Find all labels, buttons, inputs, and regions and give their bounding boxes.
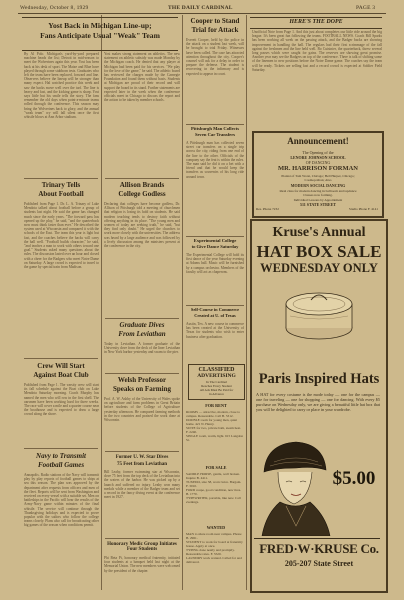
ann-studio-phone: Studio Phone F. 4141 xyxy=(348,207,378,211)
hat-box-illustration xyxy=(280,286,358,346)
headline-navy-2: Football Games xyxy=(37,461,85,469)
store-name: FRED·W·KRUSE Co. xyxy=(259,541,379,556)
headline-cooper-2: Trial for Attack xyxy=(191,26,239,34)
separator xyxy=(105,451,179,452)
article-text: Today in Leviathan. A former graduate of the University dove from the deck of the liner Leviathan in New York harbor yesterday and swam to the pier. xyxy=(104,342,180,355)
headline-trinary-2: About Football xyxy=(38,190,84,198)
article-text: Published from Page 1. Dr. L. A. Trinary of Lake Mendota talked about football before a group of students last night. He said the game has changed much since the early years. "The forward pass has opened up the play," he said, "and the quarterback now must think faster than ever." He described the system used at Wisconsin and compared it with the schools of the East. The team this year is light but fast, and the coaches believe the backs will carry the ball well. "Football builds character," he said, "and teaches a man to work with others toward one goal." Students asked many questions about the rules. The discussion lasted over an hour and closed with a cheer for the Badgers who meet Notre Dame on Saturday. A large crowd is expected to travel to the game by special train from Madison. xyxy=(24,202,99,270)
dope-column-text: Unofficial Note from Page 1. And this just about completes our little ride around the big league. It's been great fun following the teams. FOOTBALL NEWS. Coach Bill Sparks has been working all week on the passing attack, and the Badger backs are showing improvement in handling the ball. The regulars had their first scrimmage of the fall against the freshmen and the line held well. Bo Cuisinier, the quarterback, threw several long passes which were caught for gains. The reserves are showing great promise. Another year may see the Badgers on top of the conference. There is talk of shifting some of the linemen to new positions before the Notre Dame game. The coaches say the team will be ready. Tickets are selling fast and a record crowd is expected at Soldier Field Saturday. xyxy=(252,30,382,72)
paris-title: Paris Inspired Hats xyxy=(258,371,380,387)
separator xyxy=(105,178,179,179)
ann-line-8: Ideal class for modern dancing in ballroom and tapdance xyxy=(279,189,357,193)
ann-line-3: OF DANCING xyxy=(305,160,331,165)
issue-date: Wednesday, October 8, 1929 xyxy=(20,5,89,11)
headline-experimental: Experimental College xyxy=(193,238,237,243)
woman-hat-illustration xyxy=(256,436,336,536)
headline-navy: Navy to Transmit xyxy=(36,452,86,460)
headline-experimental-2: to Give Dance Saturday xyxy=(191,244,239,249)
ann-line-7: MODERN SOCIAL DANCING xyxy=(290,183,346,188)
classified-listings: MAN to share room near campus. Phone B. 2961. STUDENT to work for board at fraternity house. Apply at once. TYPING done neatly and promptly. Reasonable rates. F. 5520. LAUNDRY work wanted. Called for and delivered. xyxy=(186,532,243,564)
classified-listings: ROOMS — attractive, modern, close to campus. Reasonable. Call B. 5312. DOUBLE room for young men, quiet home. 421 N. Henry. SUITE for two, private bath, steam heat. F. 2240. SINGLE room, warm, light. 615 Langdon St. xyxy=(186,410,244,442)
separator xyxy=(186,236,244,237)
article-text: Bill Leahy, former swimming star at Wisconsin, dove 75 feet from the top deck of the Leviathan into the waters of the harbor. He was picked up by a launch and suffered no injury. Leahy won many medals while a member of the Badger team and set a record in the fancy diving event at the conference meet in 1927. xyxy=(104,470,180,500)
article-text: A Pittsburgh man has collected seven street car transfers on a single trip across the city, riding from one end of the line to the other. Officials of the company say the feat is within the rules. The man said he did it on a bet with a friend and that he would keep the transfers as souvenirs of his long ride around town. xyxy=(186,141,244,179)
separator xyxy=(105,318,179,319)
paris-body: A HAT for every costume is the mode today — one for the campus — one for traveling — one for shopping — one for dancing. With every $5 purchase on Wednesday only, we are giving a beautiful little hat box that you will be delighted to carry or place in your wardrobe. xyxy=(256,392,380,412)
kruse-line-2: HAT BOX SALE xyxy=(256,242,382,261)
headline-crew: Crew Will Start xyxy=(37,362,85,370)
classified-info-1: In The Cardinal xyxy=(206,380,227,384)
headline-crew-2: Against Boat Club xyxy=(33,371,89,379)
header-rule xyxy=(18,13,386,14)
article-text: Annapolis. Radio stations of the Navy will transmit play by play reports of football games to ships at sea this season. The plan was approved by the department after requests from officers and men of the fleet. Reports will be sent from Washington and received on every vessel with a suitable set. Men on battleships in the Pacific will hear the results of the Army-Navy game within minutes of the final whistle. The service will continue through the Thanksgiving holidays and is expected to prove popular with the sailors who follow the college teams closely. Plans also call for broadcasting other big games of the season when conditions permit. xyxy=(24,473,99,528)
ann-line-4: MR. HARRISON FORMAN xyxy=(278,165,358,172)
ann-line-9: Classes now forming. xyxy=(303,193,333,197)
article-text: Everett Cooper, held by the police in the attack on a student last week, will be brought to trial Friday. Witnesses have been called. The case has attracted attention throughout the city. Cooper's counsel will ask for a delay in order to prepare the defense. The student is recovering in the infirmary and is expected to appear in court. xyxy=(186,38,244,76)
article-text: The Experimental College will hold its first dance of the year Saturday evening at Adams hall. Music will be furnished by a campus orchestra. Members of the faculty will act as chaperons. xyxy=(186,253,244,274)
ann-line-6: Cosmopolitan; Also xyxy=(304,178,332,182)
ann-line-10: Individual Lessons by Appointment xyxy=(293,198,343,202)
headline-welsh-2: Speaks on Farming xyxy=(113,385,171,393)
headline-allison: Allison Brands xyxy=(119,181,165,189)
for-rent-heading: FOR RENT xyxy=(205,403,227,408)
headline-former-star: Former U. W. Star Dives xyxy=(115,455,169,460)
article-text: Published from Page 1. The varsity crew will start its fall schedule against the Boat club on Lake Mendota Saturday morning. Coach Murphy has named the men who will row in the first shell. The oarsmen have been working hard for three weeks. The race will cover a mile and a quarter course near the boathouse and is expected to draw a large crowd along the shore. xyxy=(24,383,99,417)
ann-line-1: The Opening of the xyxy=(302,150,334,155)
dope-title: HERE'S THE DOPE xyxy=(289,19,343,25)
ann-res-phone: Res. Phone 7232 xyxy=(256,207,279,211)
headline-pittsburgh-2: Seven Car Transfers xyxy=(194,132,236,137)
column-divider xyxy=(182,15,183,590)
article-text: Yost makes strong statement on athletics. The new statement on athletic subsidy was made Monday by the Michigan coach. He denied that any player at Michigan had been paid for his services. "We play for the love of the game," he said. The athletic board has reviewed the charges made by the Carnegie Foundation and found them without basis. Students at Michigan are proud of their record and will support the board in its stand. Further statements are expected later in the week when the conference officials meet in Chicago to discuss the report and the action to be taken by member schools. xyxy=(104,52,180,103)
column-divider xyxy=(246,15,247,590)
separator xyxy=(24,358,98,359)
headline-texas-2: Created at U. of Texas xyxy=(194,313,236,318)
page-number: PAGE 3 xyxy=(356,5,376,11)
classified-listings: SADDLE HORSE, gentle, well broken. Inquire B. 4411. TUXEDO, size 38, worn twice. Bargain. F. 3010. FORD coupe, good condition, new tires. B. 1770. TYPEWRITER, portable, like new. Call evenings. xyxy=(186,472,242,504)
separator xyxy=(105,538,179,539)
column-divider xyxy=(101,15,102,590)
ann-line-2: LENORE JOHNSON SCHOOL xyxy=(290,155,346,160)
headline-graduate: Graduate Dives xyxy=(119,321,165,329)
kruse-line-3: WEDNESDAY ONLY xyxy=(260,261,378,275)
separator xyxy=(24,448,98,449)
headline-texas: Self-Course in Commerce xyxy=(190,307,240,312)
announcement-title: Announcement! xyxy=(287,136,349,146)
store-address: 205-207 State Street xyxy=(284,559,354,568)
ann-line-11: 511 STATE STREET xyxy=(299,202,337,207)
paper-name: THE DAILY CARDINAL xyxy=(168,5,233,11)
for-sale-heading: FOR SALE xyxy=(205,465,227,470)
headline-yost: Yost Back in Michigan Line-up; xyxy=(48,21,152,30)
headline-welsh: Welsh Professor xyxy=(117,376,167,384)
separator xyxy=(186,305,244,306)
kruse-line-1: Kruse's Annual xyxy=(272,225,366,240)
separator xyxy=(254,538,380,539)
headline-yost-2: Fans Anticipate Usual "Weak" Team xyxy=(40,31,160,40)
article-text: Declaring that colleges have become godless, Dr. Allison of Pittsburgh told a meeting of churchmen that religion is losing its hold on students. He said modern teaching tends to destroy faith without offering anything in its place. "The young men and women of today are seeking truth," he said, "but they find only doubt." He urged the churches to work more closely with the universities. The address was heard by a large audience and was followed by a lively discussion among the ministers present at the conference in the city. xyxy=(104,202,180,249)
ann-line-5: Pianist of Tom Worst, Chicago; Bell Harper, Chicago; xyxy=(281,174,355,178)
headline-allison-2: College Godless xyxy=(118,190,166,198)
classified-info-4: in Advance xyxy=(209,392,224,396)
separator xyxy=(105,373,179,374)
article-text: Prof. A. W. Ashby of the University of Wales spoke on agriculture and farm problems in Great Britain before students of the College of Agriculture yesterday afternoon. He compared farming methods in the two countries and praised the work done at Wisconsin. xyxy=(104,397,180,423)
classified-info-2: Reaches Every Student xyxy=(201,384,232,388)
separator xyxy=(186,124,244,125)
headline-medic: Honorary Medic Group Initiates Four Students xyxy=(107,542,177,552)
article-text: Austin, Tex. A new course in commerce has been created at the University of Texas for students who wish to enter business after graduation. xyxy=(186,322,244,339)
classified-info-3: All Ads Must Be Paid for xyxy=(199,388,234,392)
article-text: Phi Beta Pi, honorary medical fraternity, initiated four students at a banquet held last night at the Memorial Union. The new members were welcomed by the president of the chapter. xyxy=(104,556,180,573)
classified-title: CLASSIFIED xyxy=(198,367,235,373)
headline-cooper: Cooper to Stand xyxy=(190,17,240,25)
classified-subtitle: ADVERTISING xyxy=(197,373,236,379)
price-tag: $5.00 xyxy=(332,468,376,489)
wanted-heading: WANTED xyxy=(206,525,226,530)
headline-graduate-2: From Leviathan xyxy=(118,330,166,338)
headline-pittsburgh: Pittsburgh Man Collects xyxy=(191,126,239,131)
separator xyxy=(24,178,98,179)
headline-former-star-2: 75 Feet from Leviathan xyxy=(116,462,168,467)
headline-trinary: Trinary Tells xyxy=(41,181,81,189)
article-text: By Al Polo. Michigan's yard-by-yard prepared machine heads the list; Detroit in mid-season to meet the Wolverines again this year. Yost has been back at his desk of sport. The Maize and Blue have played through some stubborn tests. Graduates who left the team have been replaced, forward and line. Observers believe the lineup will be stronger than many expect. Hal watched practice this week and saw the backs move well over the turf. The line is heavy and fast, and the kicking game is sharp. Yost says little but his smile tells the story. The fans remember the old days when point-a-minute teams rolled through the conference. This season may bring the Wolverines back to glory, and the annual "weak team" cry will fall silent once the first whistle blows at Ann Arbor stadium. xyxy=(24,52,99,120)
